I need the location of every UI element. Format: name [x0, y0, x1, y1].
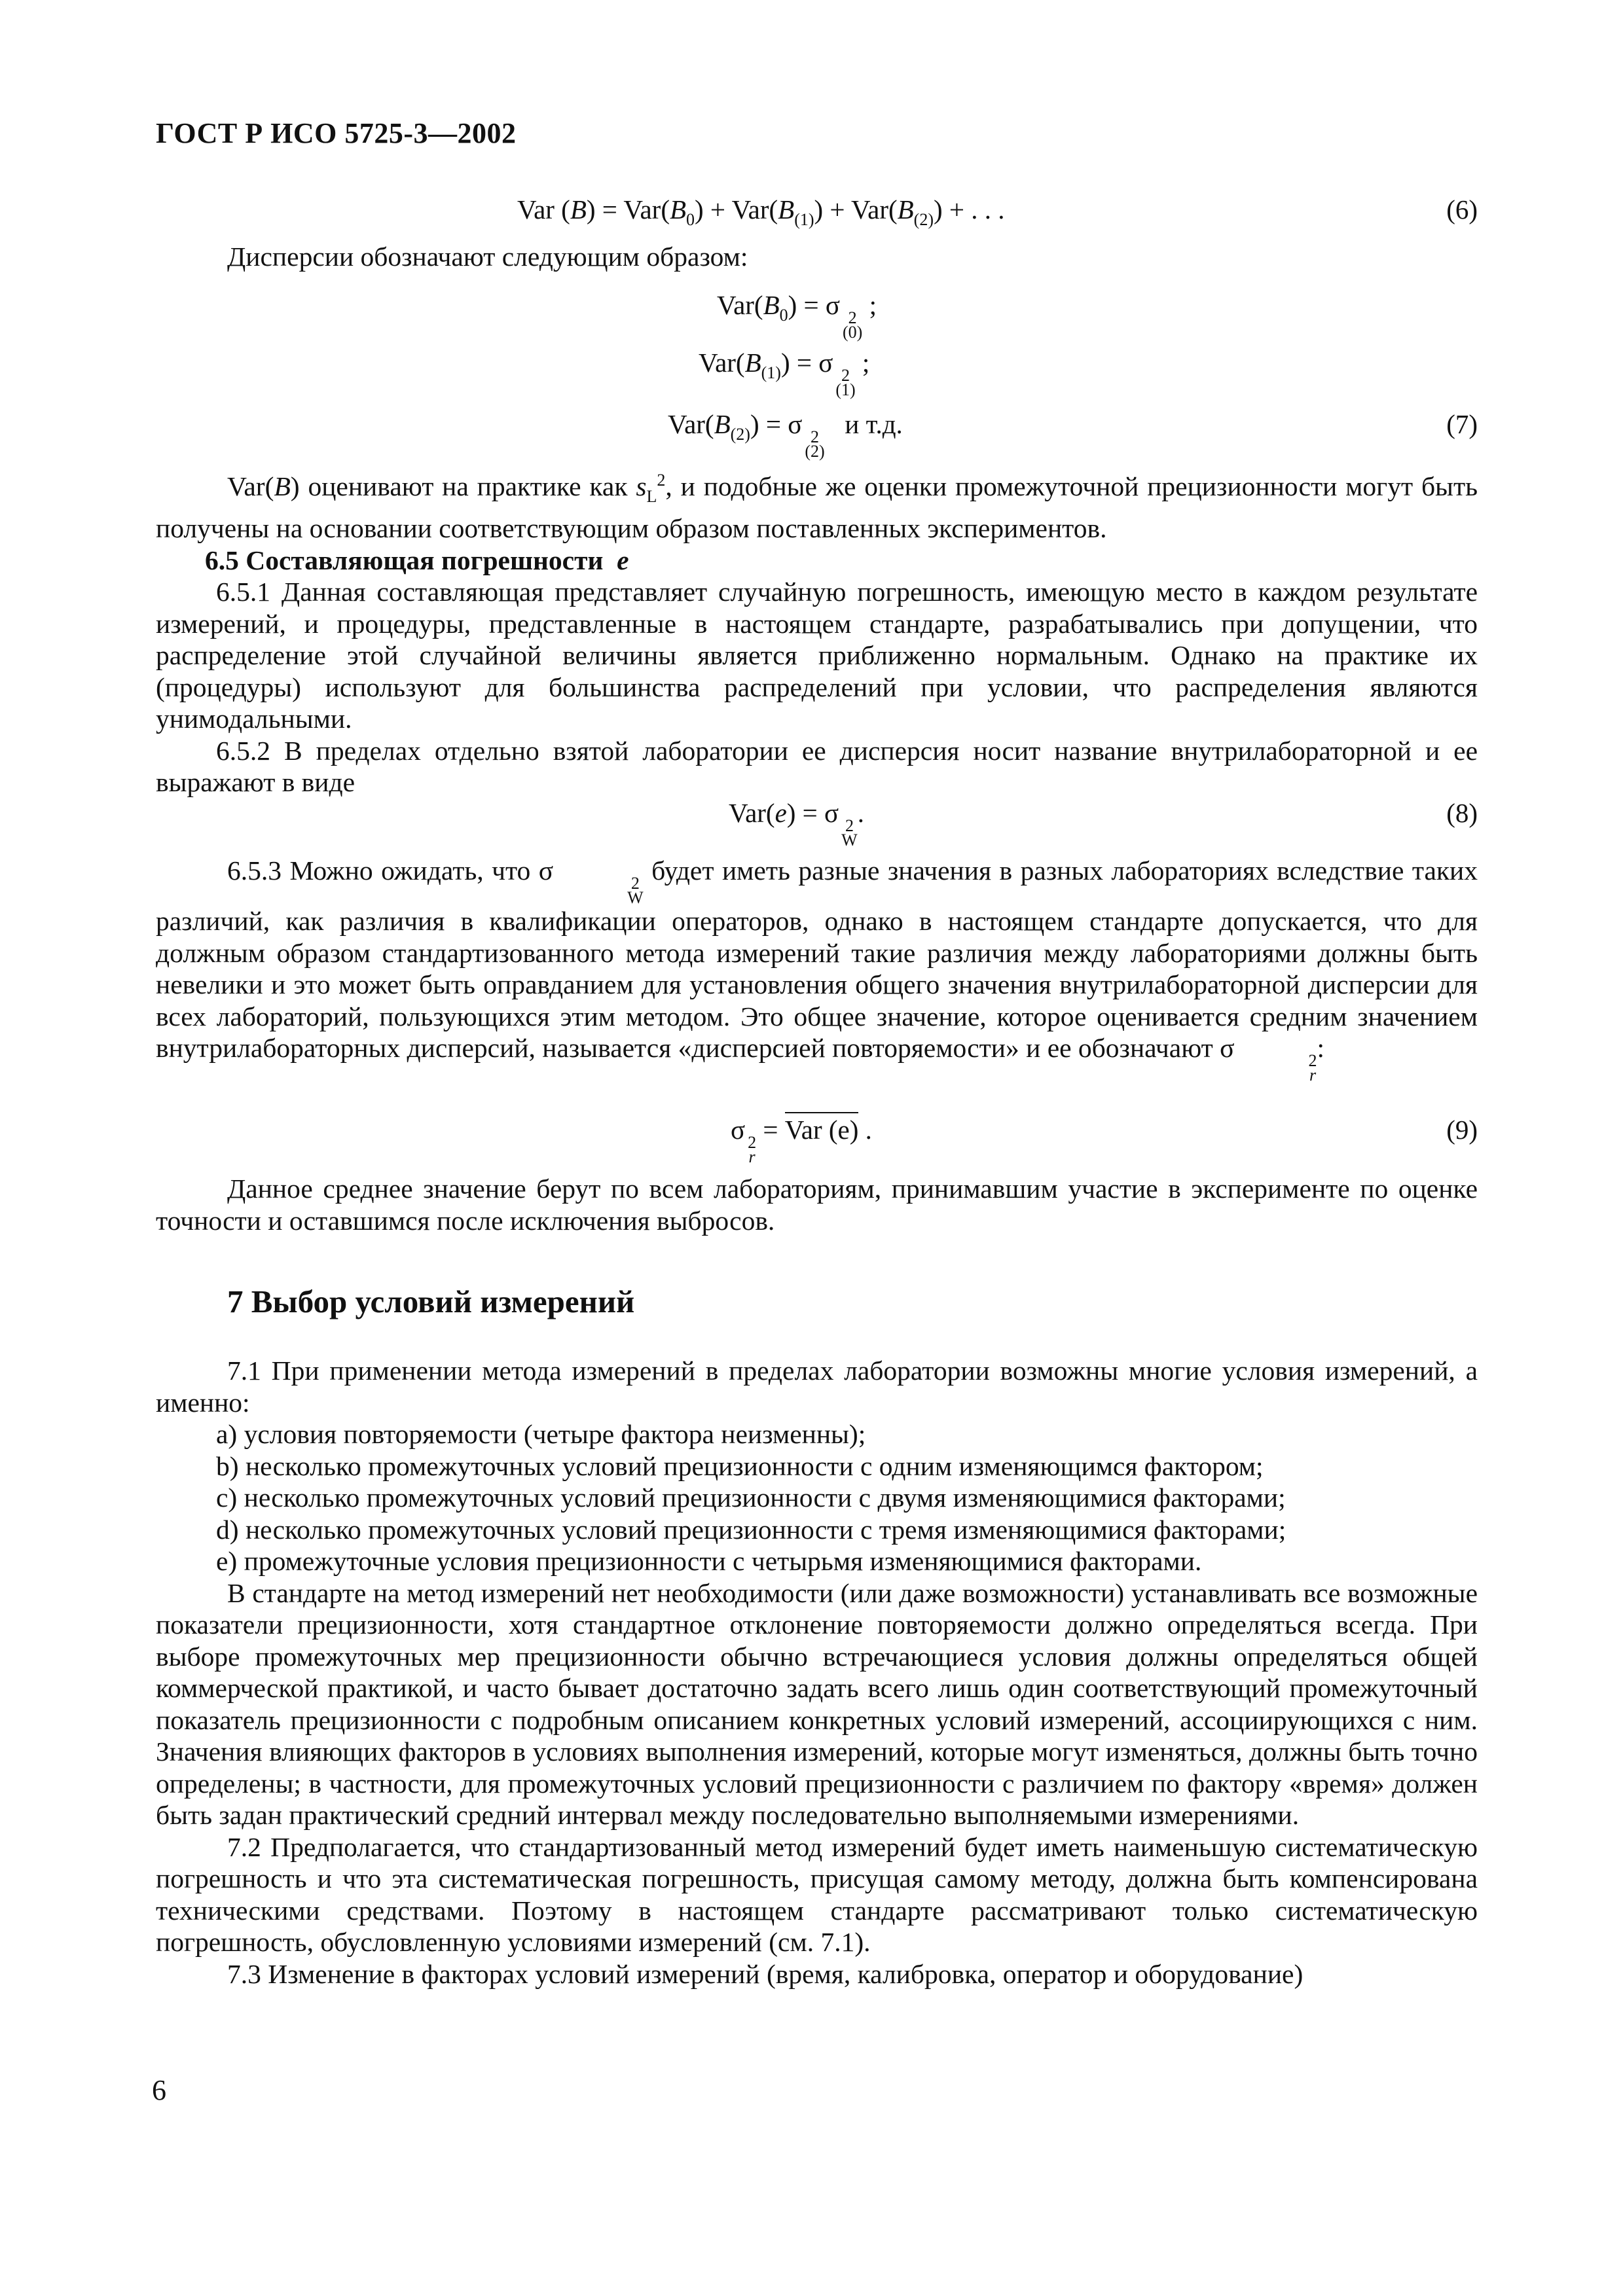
equation-8-number: (8) — [1446, 798, 1478, 828]
paragraph-dispersions-intro: Дисперсии обозначают следующим образом: — [227, 242, 748, 272]
equation-9-number: (9) — [1446, 1115, 1478, 1145]
list-item-e: e) промежуточные условия прецизионности с четырьмя изменяющимися факторами. — [216, 1546, 1202, 1576]
document-code-header: ГОСТ Р ИСО 5725-3—2002 — [156, 117, 517, 149]
equation-9: σ 2 r = Var (e) . — [731, 1114, 872, 1164]
section-7-body — [156, 1355, 1478, 1990]
list-item-d: d) несколько промежуточных условий прецизионности с тремя изменяющимися факторами; — [216, 1514, 1286, 1545]
equation-7-line-2: $Var(B_{(1)}) = \sigma$ 2 (1) ; — [699, 348, 870, 399]
paragraph-7-3: 7.3 Изменение в факторах условий измерений (время, калибровка, оператор и оборудование) — [227, 1958, 1304, 1989]
list-item-a: a) условия повторяемости (четыре фактора неизменны); — [216, 1419, 866, 1449]
equation-7-line-1: $Var(B_0) = \sigma$ 2 (0) ; — [717, 290, 877, 342]
equation-6: Var $(B) = Var(B_0) + Var(B_{(1)}) + Var(B_{(2)})$ + . . . — [517, 194, 1005, 229]
equation-8: Var(e) = σ 2 W . — [729, 798, 864, 850]
paragraph-6-5-3-block — [156, 855, 1478, 1083]
paragraph-6-5-1: 6.5.1 Данная составляющая представляет случайную погрешность, имеющую место в каждом результате измерений, и процедуры, представленные в настоящем стандарте, разрабатывались при допущении, что распределение этой случайной величины является приближенно нормальным. Однако на практике их (процедуры) используют для большинства распределений при условии, что распределения являются унимодальными. — [156, 577, 1478, 734]
paragraph-6-5-2: 6.5.2 В пределах отдельно взятой лаборатории ее дисперсия носит название внутрилабораторной и ее выражают в виде — [156, 735, 1478, 798]
equation-6-number: (6) — [1446, 194, 1478, 224]
paragraph-mean: Данное среднее значение берут по всем лабораториям, принимавшим участие в эксперименте по оценке точности и оставшимся после исключения выбросов. — [156, 1174, 1478, 1236]
list-item-b: b) несколько промежуточных условий прецизионности с одним изменяющимся фактором; — [216, 1450, 1264, 1481]
paragraph-6-5-3: 6.5.3 Можно ожидать, что σ 2 W будет иметь разные значения в разных лабораториях вследствие таких различий, как различия в квалификации операторов, однако в настоящем стандарте допускается, что для должным образом стандартизованного метода измерений такие различия между лабораториями должны быть невелики и это может быть оправданием для установления общего значения внутрилабораторной дисперсии для всех лабораторий, пользующихся этим методом. Это общее значение, которое оценивается средним значением внутрилабораторных дисперсий, называется «дисперсией повторяемости» и ее обозначают σ 2 r : — [156, 855, 1478, 1085]
paragraph-7-1: 7.1 При применении метода измерений в пределах лаборатории возможны многие условия измерений, а именно: — [156, 1355, 1478, 1418]
paragraph-mean-block — [156, 1173, 1478, 1236]
section-7-title: 7 Выбор условий измерений — [227, 1283, 635, 1319]
list-item-c: c) несколько промежуточных условий прецизионности с двумя изменяющимися факторами; — [216, 1482, 1286, 1513]
paragraph-7-1-continued: В стандарте на метод измерений нет необходимости (или даже возможности) устанавливать все возможные показатели прецизионности, хотя стандартное отклонение повторяемости должно определяться всегда. При выборе промежуточных мер прецизионности обычно встречающиеся условия должны определяться общей коммерческой практикой, и часто бывает достаточно задать всего лишь один соответствующий промежуточный показатель прецизионности с подробным описанием конкретных условий измерений, ассоциирующихся с ним. Значения влияющих факторов в условиях выполнения измерений, которые могут изменяться, должны быть точно определены; в частности, для промежуточных условий прецизионности с различием по фактору «время» должен быть задан практический средний интервал между последовательно выполняемыми измерениями. — [156, 1577, 1478, 1830]
page-number: 6 — [152, 2074, 166, 2106]
heading-6-5: 6.5 Составляющая погрешности e — [205, 545, 629, 575]
text-block-6-5 — [156, 465, 1478, 798]
equation-7-line-3: $Var(B_{(2)}) = \sigma$ 2 (2) и т.д. — [668, 409, 903, 461]
paragraph-varB: Var(B) оценивают на практике как $s_L^2$, и подобные же оценки промежуточной прецизионности могут быть получены на основании соответствующим образом поставленных экспериментов. — [156, 471, 1478, 544]
paragraph-7-2: 7.2 Предполагается, что стандартизованный метод измерений будет иметь наименьшую систематическую погрешность и что эта систематическая погрешность, присущая самому методу, должна быть компенсирована техническими средствами. Поэтому в настоящем стандарте рассматривают только систематическую погрешность, обусловленную условиями измерений (см. 7.1). — [156, 1831, 1478, 1957]
equation-7-number: (7) — [1446, 409, 1478, 439]
